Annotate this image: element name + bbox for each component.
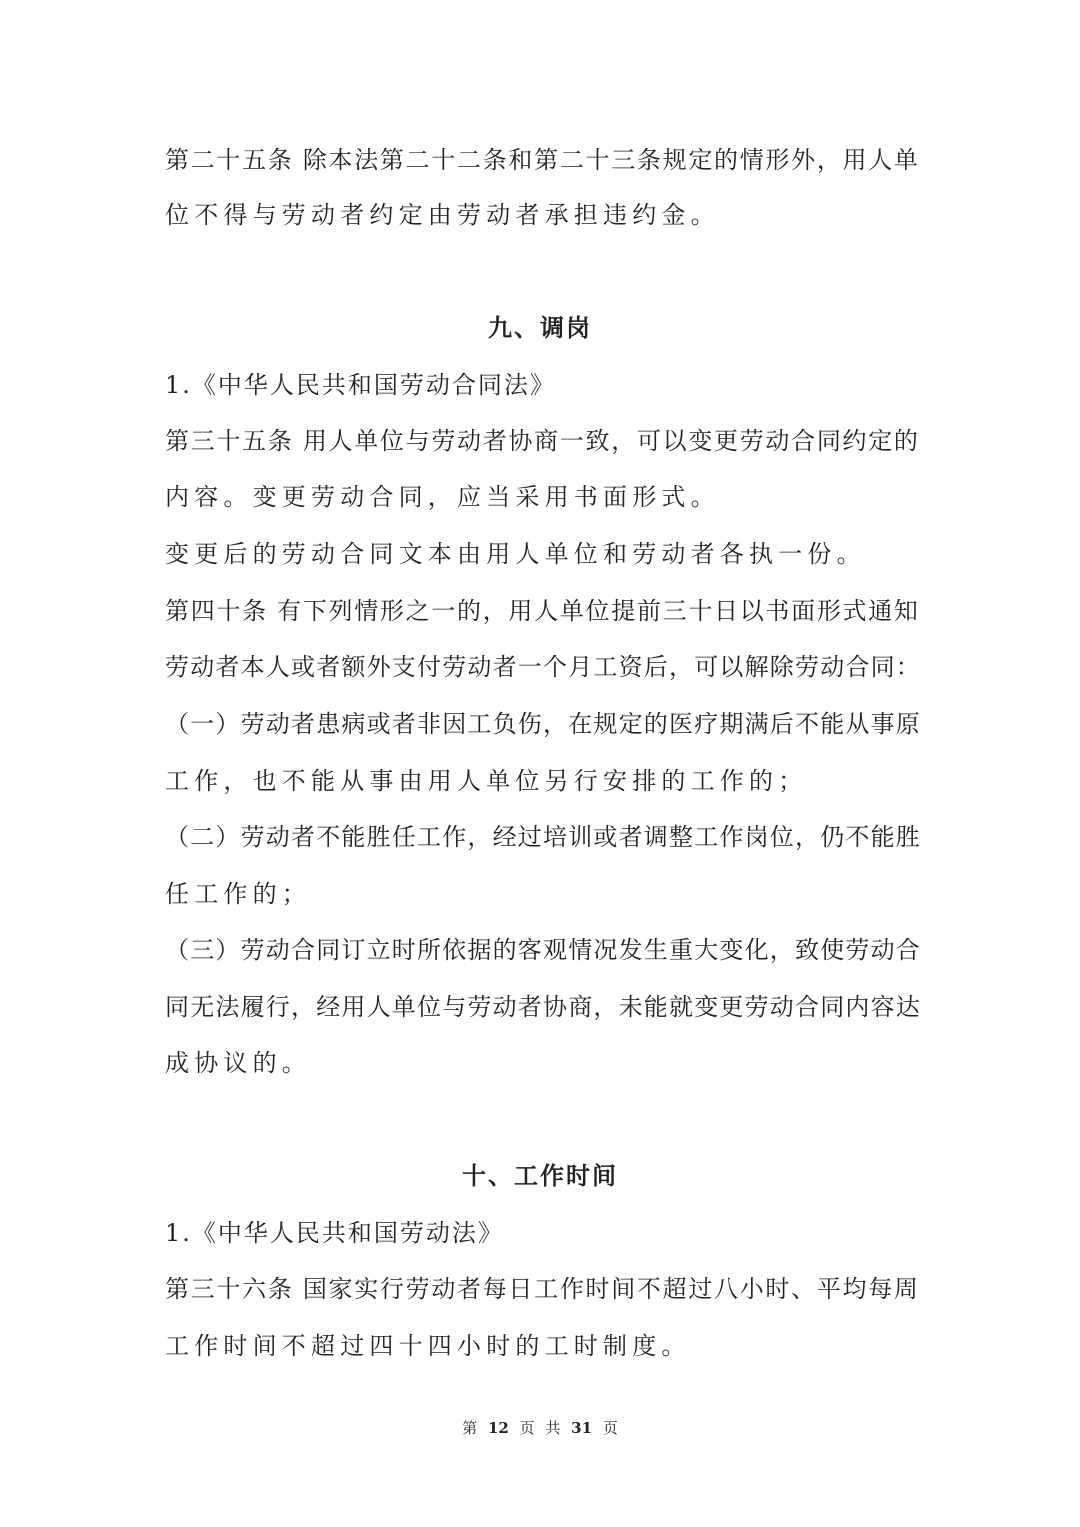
article-40-item-3-line-1: （三）劳动合同订立时所依据的客观情况发生重大变化，致使劳动合 bbox=[165, 936, 921, 964]
article-40-line-2: 劳动者本人或者额外支付劳动者一个月工资后，可以解除劳动合同： bbox=[165, 653, 921, 681]
page-footer bbox=[0, 1418, 1080, 1438]
article-35-line-1: 第三十五条 用人单位与劳动者协商一致，可以变更劳动合同约定的 bbox=[165, 427, 920, 455]
article-25-line-1: 第二十五条 除本法第二十二条和第二十三条规定的情形外，用人单 bbox=[165, 146, 920, 174]
article-40-item-1-line-2: 工作，也不能从事由用人单位另行安排的工作的； bbox=[165, 767, 808, 795]
article-36-line-2: 工作时间不超过四十四小时的工时制度。 bbox=[165, 1332, 691, 1360]
section-10-source-law: 1.《中华人民共和国劳动法》 bbox=[165, 1219, 504, 1247]
current-page-number: 12 bbox=[487, 1419, 509, 1437]
article-40-item-3-line-3: 成协议的。 bbox=[165, 1049, 311, 1077]
article-36-line-1: 第三十六条 国家实行劳动者每日工作时间不超过八小时、平均每周 bbox=[165, 1275, 920, 1303]
section-10-heading: 十、工作时间 bbox=[462, 1161, 618, 1190]
article-40-item-2-line-1: （二）劳动者不能胜任工作，经过培训或者调整工作岗位，仍不能胜 bbox=[165, 823, 921, 851]
article-40-item-2-line-2: 任工作的； bbox=[165, 880, 311, 908]
article-25-line-2: 位不得与劳动者约定由劳动者承担违约金。 bbox=[165, 201, 720, 229]
footer-middle: 页 共 bbox=[519, 1419, 561, 1437]
article-40-item-3-line-2: 同无法履行，经用人单位与劳动者协商，未能就变更劳动合同内容达 bbox=[165, 993, 921, 1021]
article-35-line-2: 内容。变更劳动合同，应当采用书面形式。 bbox=[165, 483, 720, 511]
footer-prefix: 第 bbox=[462, 1419, 478, 1437]
article-40-item-1-line-1: （一）劳动者患病或者非因工负伤，在规定的医疗期满后不能从事原 bbox=[165, 710, 921, 738]
article-40-line-1: 第四十条 有下列情形之一的，用人单位提前三十日以书面形式通知 bbox=[165, 597, 920, 625]
section-9-heading: 九、调岗 bbox=[488, 313, 592, 342]
section-9-source-law: 1.《中华人民共和国劳动合同法》 bbox=[165, 371, 556, 399]
total-pages-number: 31 bbox=[571, 1419, 593, 1437]
footer-suffix: 页 bbox=[602, 1419, 618, 1437]
article-35-line-3: 变更后的劳动合同文本由用人单位和劳动者各执一份。 bbox=[165, 540, 866, 568]
